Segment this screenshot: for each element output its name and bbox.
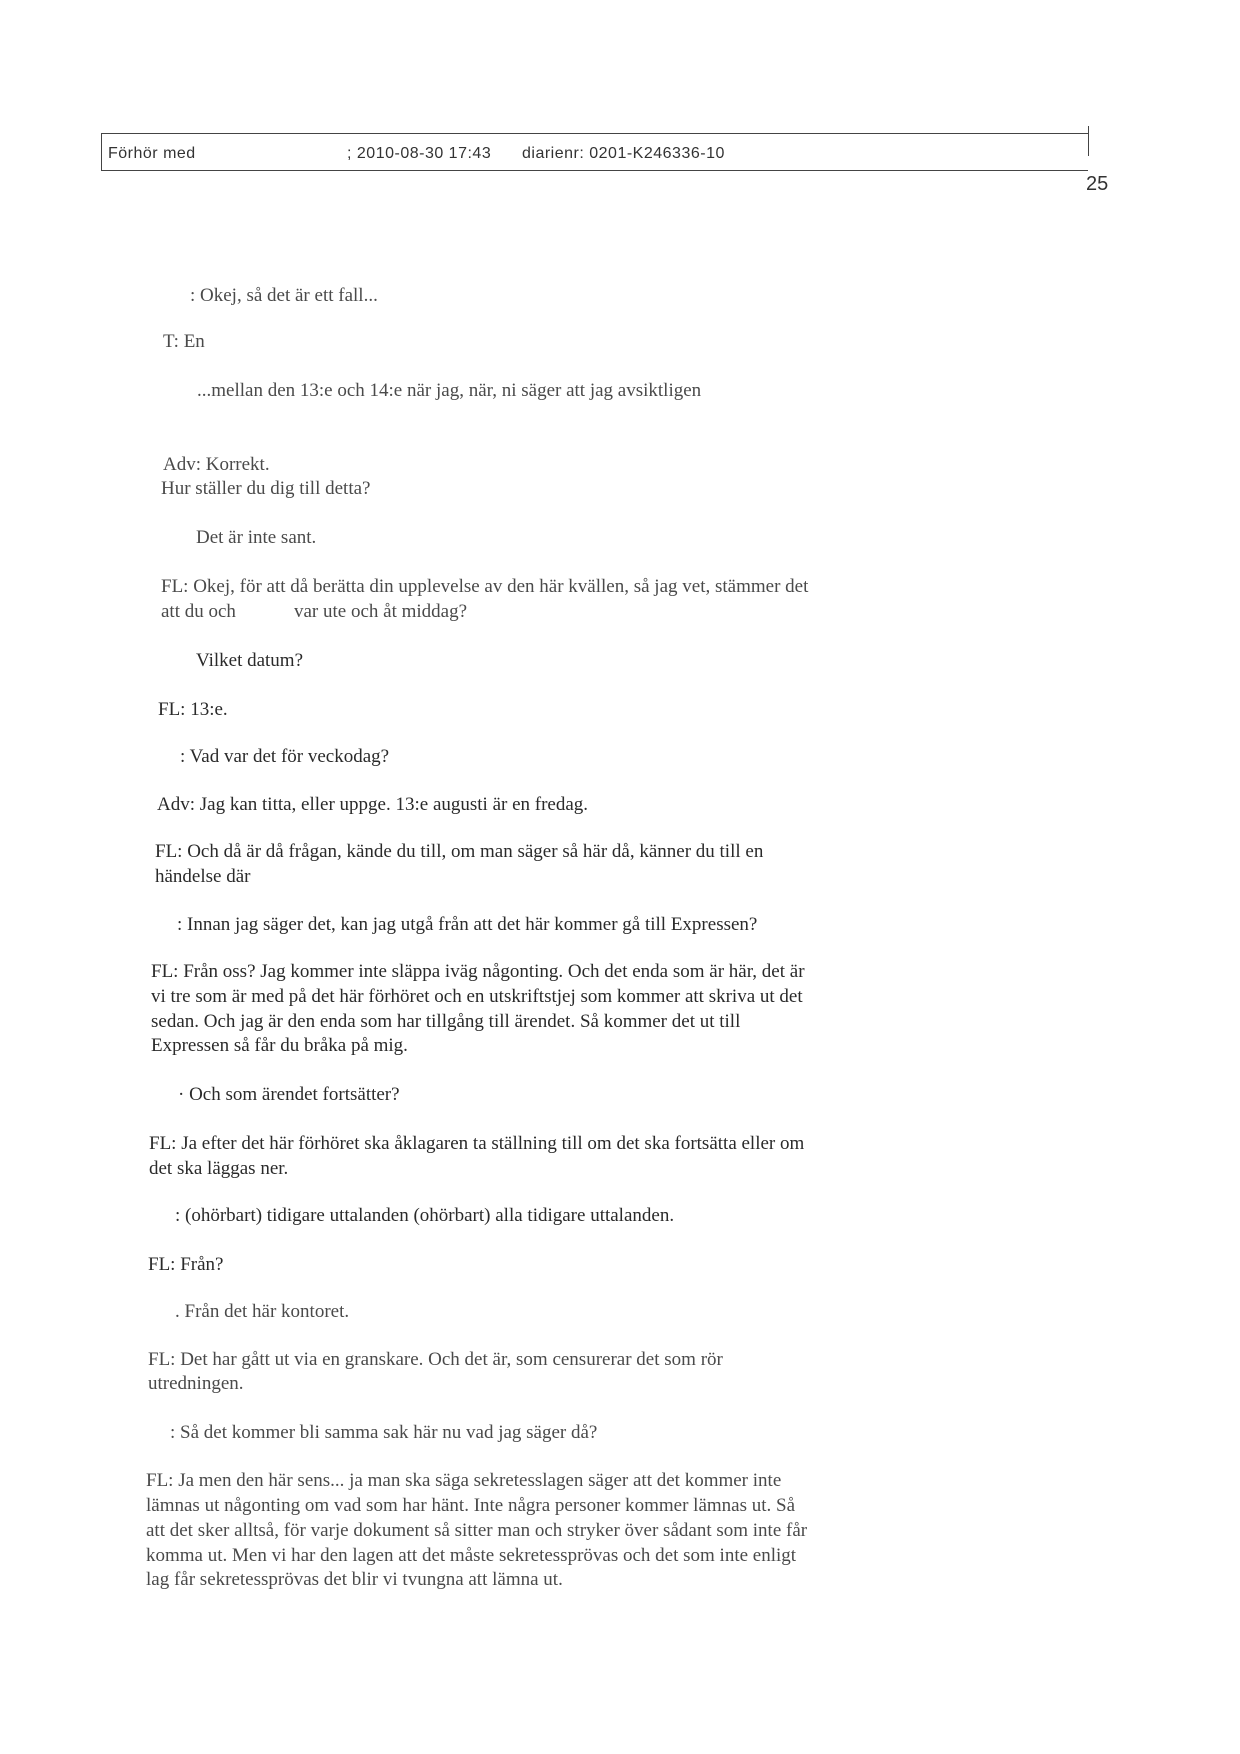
transcript-line: : Så det kommer bli samma sak här nu vad jag säger då?: [170, 1422, 598, 1443]
transcript-line: Hur ställer du dig till detta?: [161, 478, 371, 499]
transcript-line: · Och som ärendet fortsätter?: [178, 1084, 400, 1105]
transcript-line: : Okej, så det är ett fall...: [190, 285, 378, 306]
header-box-edge: [1088, 126, 1089, 156]
transcript-line: : (ohörbart) tidigare uttalanden (ohörbart) alla tidigare uttalanden.: [175, 1205, 675, 1226]
transcript-line: . Från det här kontoret.: [175, 1301, 350, 1322]
transcript-line: att det sker alltså, för varje dokument så sitter man och stryker över sådant som inte får: [146, 1520, 808, 1541]
transcript-line: komma ut. Men vi har den lagen att det måste sekretessprövas och det som inte enligt: [146, 1545, 797, 1566]
transcript-line: FL: Från oss? Jag kommer inte släppa iväg någonting. Och det enda som är här, det är: [151, 961, 805, 982]
header-diarienr: diarienr: 0201-K246336-10: [522, 145, 725, 162]
transcript-line: FL: Ja men den här sens... ja man ska säga sekretesslagen säger att det kommer inte: [146, 1470, 782, 1491]
transcript-line: FL: 13:e.: [158, 699, 228, 720]
transcript-line: FL: Ja efter det här förhöret ska åklagaren ta ställning till om det ska fortsätta eller om: [149, 1133, 805, 1154]
transcript-line: det ska läggas ner.: [149, 1158, 289, 1179]
transcript-line: ...mellan den 13:e och 14:e när jag, när, ni säger att jag avsiktligen: [197, 380, 702, 401]
transcript-line: Expressen så får du bråka på mig.: [151, 1035, 408, 1056]
transcript-line: att du och: [161, 601, 236, 622]
transcript-line: FL: Och då är då frågan, kände du till, om man säger så här då, känner du till en: [155, 841, 764, 862]
transcript-line: lag får sekretessprövas det blir vi tvungna att lämna ut.: [146, 1569, 563, 1590]
transcript-line: FL: Det har gått ut via en granskare. Och det är, som censurerar det som rör: [148, 1349, 723, 1370]
transcript-line: utredningen.: [148, 1373, 244, 1394]
transcript-line: Vilket datum?: [196, 650, 304, 671]
transcript-line: Adv: Korrekt.: [163, 454, 270, 475]
transcript-line: sedan. Och jag är den enda som har tillgång till ärendet. Så kommer det ut till: [151, 1011, 741, 1032]
transcript-line: lämnas ut någonting om vad som har hänt. Inte några personer kommer lämnas ut. Så: [146, 1495, 796, 1516]
transcript-line: FL: Okej, för att då berätta din upplevelse av den här kvällen, så jag vet, stämmer det: [161, 576, 809, 597]
transcript-line: var ute och åt middag?: [294, 601, 468, 622]
transcript-line: Det är inte sant.: [196, 527, 317, 548]
transcript-line: vi tre som är med på det här förhöret och en utskriftstjej som kommer att skriva ut det: [151, 986, 803, 1007]
transcript-line: : Innan jag säger det, kan jag utgå från att det här kommer gå till Expressen?: [177, 914, 758, 935]
transcript-line: händelse där: [155, 866, 251, 887]
header-label: Förhör med: [108, 145, 196, 162]
header-datetime: ; 2010-08-30 17:43: [347, 145, 492, 162]
transcript-line: T: En: [163, 331, 205, 352]
transcript-line: Adv: Jag kan titta, eller uppge. 13:e augusti är en fredag.: [157, 794, 589, 815]
transcript-line: : Vad var det för veckodag?: [180, 746, 390, 767]
page-number: 25: [1086, 173, 1109, 195]
transcript-line: FL: Från?: [148, 1254, 224, 1275]
